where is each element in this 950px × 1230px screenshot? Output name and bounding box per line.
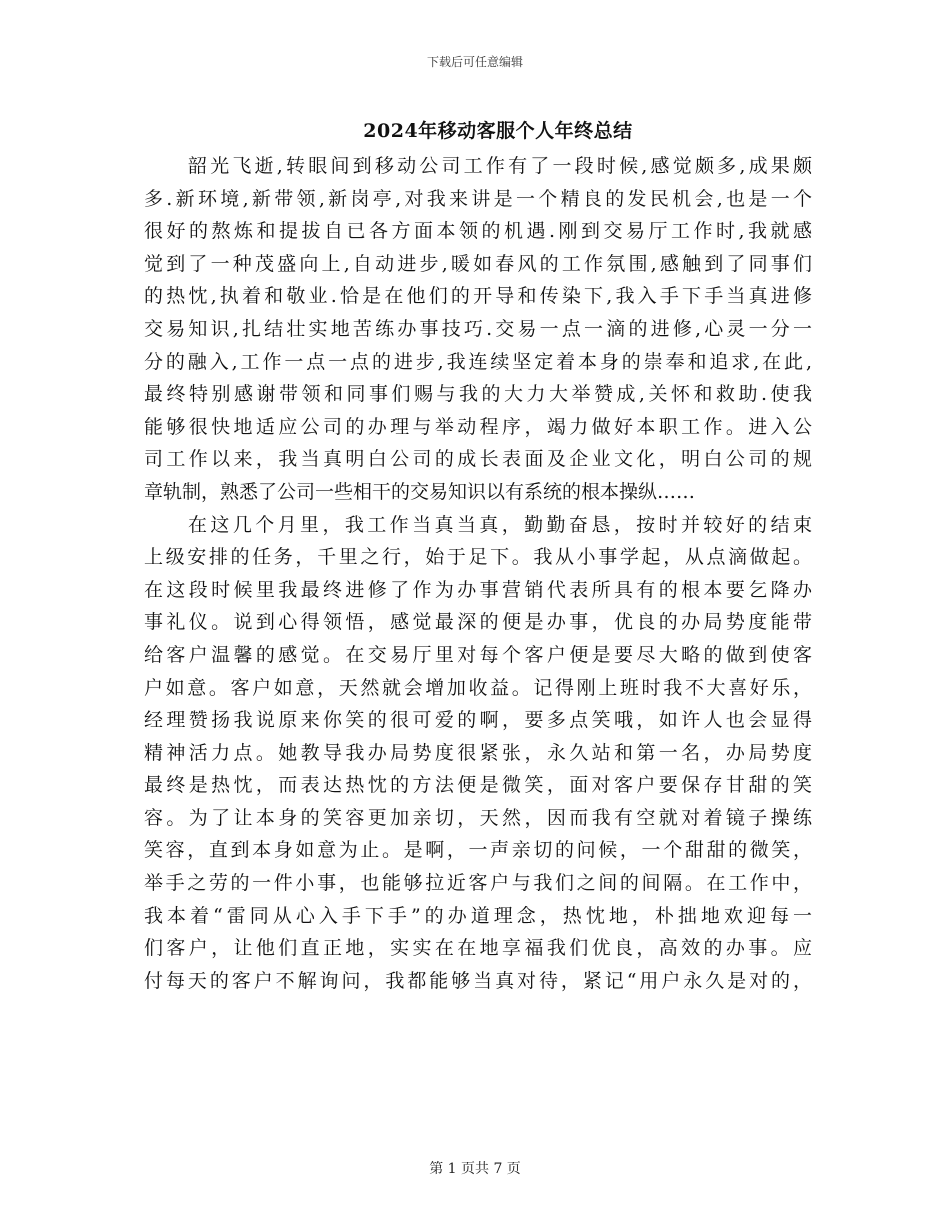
- body-line: 在这几个月里，我工作当真当真，勤勤奋恳，按时并较好的结束: [188, 513, 812, 536]
- body-line: 举手之劳的一件小事，也能够拉近客户与我们之间的间隔。在工作中，: [144, 872, 812, 895]
- body-line: 我本着“雷同从心入手下手”的办道理念，热忱地，朴拙地欢迎每一: [144, 904, 812, 927]
- page-footer: 第 1 页共 7 页: [429, 1161, 521, 1177]
- document-body: [144, 150, 812, 997]
- body-line: 多.新环境,新带领,新岗亭,对我来讲是一个精良的发民机会,也是一个: [144, 187, 812, 210]
- body-line: 司工作以来，我当真明白公司的成长表面及企业文化，明白公司的规: [144, 448, 812, 471]
- body-line: 精神活力点。她教导我办局势度很紧张，永久站和第一名，办局势度: [144, 741, 812, 764]
- body-line: 付每天的客户不解询问，我都能够当真对待，紧记“用户永久是对的，: [144, 969, 812, 992]
- body-line: 觉到了一种茂盛向上,自动进步,暖如春风的工作氛围,感触到了同事们: [144, 252, 812, 275]
- body-line: 能够很快地适应公司的办理与举动程序，竭力做好本职工作。进入公: [144, 415, 812, 438]
- body-line: 事礼仪。说到心得领悟，感觉最深的便是办事，优良的办局势度能带: [144, 611, 812, 634]
- body-line: 章轨制，熟悉了公司一些相干的交易知识以有系统的根本操纵……: [144, 480, 696, 503]
- body-line: 给客户温馨的感觉。在交易厅里对每个客户便是要尽大略的做到使客: [144, 643, 812, 666]
- body-line: 最终是热忱，而表达热忱的方法便是微笑，面对客户要保存甘甜的笑: [144, 774, 812, 797]
- header-note: 下载后可任意编辑: [426, 55, 523, 69]
- body-line: 容。为了让本身的笑容更加亲切，天然，因而我有空就对着镜子操练: [144, 806, 812, 829]
- body-line: 在这段时候里我最终进修了作为办事营销代表所具有的根本要乞降办: [144, 578, 812, 601]
- body-line: 韶光飞逝,转眼间到移动公司工作有了一段时候,感觉颇多,成果颇: [188, 155, 812, 177]
- document-title: 2024年移动客服个人年终总结: [363, 120, 633, 142]
- body-line: 交易知识,扎结壮实地苦练办事技巧.交易一点一滴的进修,心灵一分一: [144, 317, 812, 340]
- body-line: 们客户，让他们直正地，实实在在地享福我们优良，高效的办事。应: [144, 937, 812, 960]
- body-line: 很好的熬炼和提拔自已各方面本领的机遇.刚到交易厅工作时,我就感: [144, 220, 812, 243]
- body-line: 分的融入,工作一点一点的进步,我连续坚定着本身的崇奉和追求,在此,: [144, 350, 812, 373]
- body-line: 户如意。客户如意，天然就会增加收益。记得刚上班时我不大喜好乐，: [144, 676, 812, 699]
- body-line: 最终特别感谢带领和同事们赐与我的大力大举赞成,关怀和救助.使我: [144, 383, 812, 406]
- body-line: 笑容，直到本身如意为止。是啊，一声亲切的问候，一个甜甜的微笑，: [144, 839, 812, 862]
- body-line: 经理赞扬我说原来你笑的很可爱的啊，要多点笑哦，如许人也会显得: [144, 709, 812, 732]
- body-line: 的热忱,执着和敬业.恰是在他们的开导和传染下,我入手下手当真进修: [144, 285, 812, 308]
- body-line: 上级安排的任务，千里之行，始于足下。我从小事学起，从点滴做起。: [144, 546, 812, 569]
